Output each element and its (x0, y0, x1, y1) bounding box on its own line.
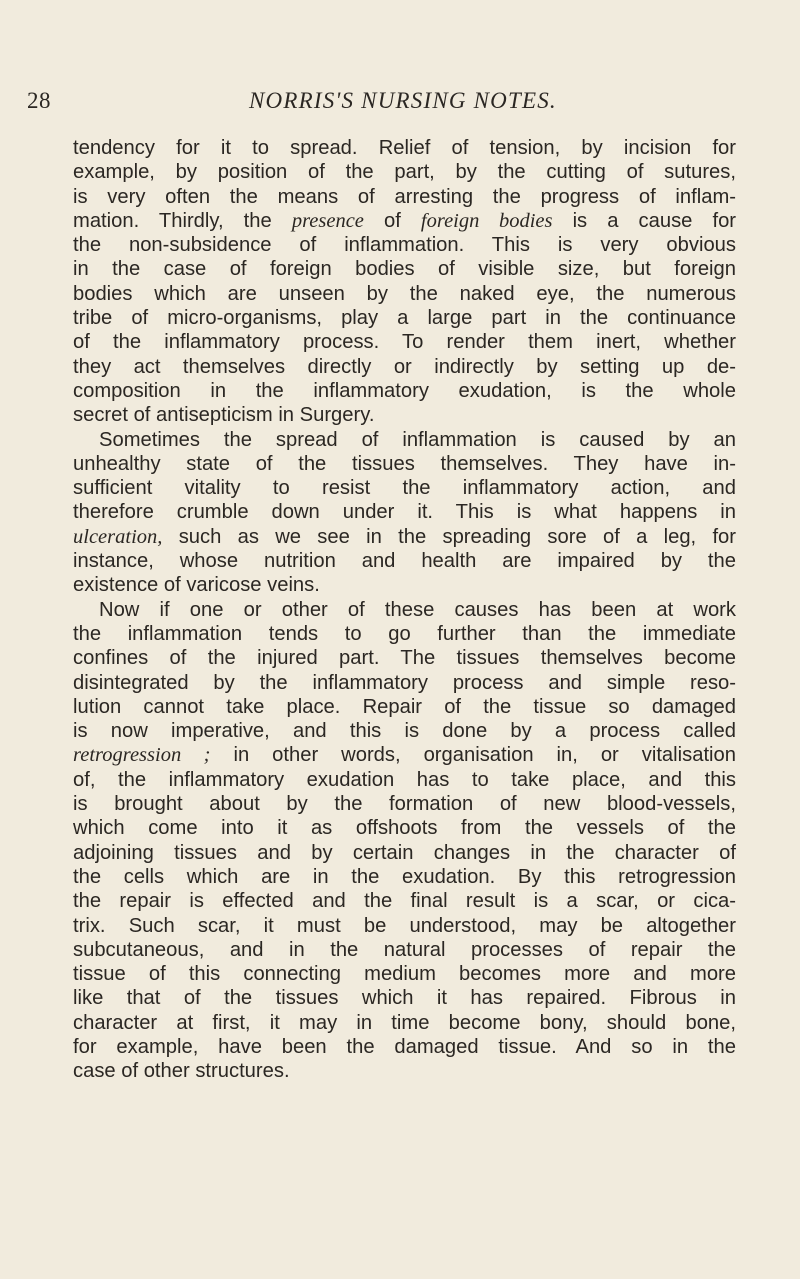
text-line: subcutaneous, and in the natural processes of repair the (73, 938, 736, 961)
text-run: is a cause for (572, 209, 737, 232)
text-line: Sometimes the spread of inflammation is caused by an (99, 428, 736, 451)
text-line: therefore crumble down under it. This is what happens in (73, 501, 736, 524)
paragraph-1 (73, 136, 736, 428)
text-line: Now if one or other of these causes has been at work (99, 598, 736, 621)
text-run: such as we see in the spreading sore of a leg, for (178, 525, 737, 548)
italic-term-foreign-bodies: foreign bodies (420, 209, 553, 232)
text-line: they act themselves directly or indirectly by setting up de- (73, 355, 736, 378)
text-line: bodies which are unseen by the naked eye, the numerous (73, 282, 736, 305)
text-line (73, 209, 736, 233)
text-line: example, by position of the part, by the cutting of sutures, (73, 161, 736, 184)
page-number: 28 (27, 88, 51, 113)
text-line: of the inflammatory process. To render them inert, whether (73, 331, 736, 354)
italic-term-presence: presence (291, 209, 364, 232)
text-line: adjoining tissues and by certain changes in the character of (73, 841, 736, 864)
text-line: trix. Such scar, it must be understood, may be altogether (73, 914, 736, 937)
text-line: is brought about by the formation of new blood-vessels, (73, 793, 736, 816)
text-line: which come into it as offshoots from the vessels of the (73, 817, 736, 840)
text-line: composition in the inflammatory exudation, is the whole (73, 379, 736, 402)
text-run: in other words, organisation in, or vitalisation (233, 744, 736, 767)
text-line: is very often the means of arresting the progress of inflam- (73, 185, 736, 208)
text-line: the inflammation tends to go further than the immediate (73, 622, 736, 645)
text-line: tendency for it to spread. Relief of tension, by incision for (73, 137, 736, 159)
paragraph-2 (73, 428, 736, 598)
text-run: of (383, 209, 401, 232)
text-line: for example, have been the damaged tissue. And so in the (73, 1035, 736, 1058)
text-line: tissue of this connecting medium becomes more and more (73, 963, 736, 986)
running-title: NORRIS'S NURSING NOTES. (249, 88, 557, 113)
text-line (73, 525, 736, 549)
text-line: confines of the injured part. The tissues themselves become (73, 647, 736, 670)
text-line: sufficient vitality to resist the inflammatory action, and (73, 477, 736, 500)
text-line: is now imperative, and this is done by a process called (73, 720, 736, 743)
text-line: of, the inflammatory exudation has to take place, and this (73, 768, 736, 791)
text-line: the cells which are in the exudation. By this retrogression (73, 865, 736, 888)
page-header (0, 88, 800, 118)
text-line: disintegrated by the inflammatory process and simple reso- (73, 671, 736, 694)
text-line (73, 743, 736, 767)
text-line: the repair is effected and the final result is a scar, or cica- (73, 890, 736, 913)
italic-term-ulceration: ulceration, (73, 525, 163, 548)
body-text (73, 136, 736, 1084)
text-line: case of other structures. (73, 1060, 290, 1083)
text-line: secret of antisepticism in Surgery. (73, 404, 375, 427)
text-line: in the case of foreign bodies of visible size, but foreign (73, 258, 736, 281)
italic-term-retrogression: retrogression ; (73, 744, 211, 767)
text-line: existence of varicose veins. (73, 574, 320, 597)
paragraph-3 (73, 598, 736, 1084)
text-line: tribe of micro-organisms, play a large part in the continuance (73, 307, 736, 330)
text-line: lution cannot take place. Repair of the tissue so damaged (73, 695, 736, 718)
text-line: instance, whose nutrition and health are impaired by the (73, 550, 736, 573)
text-line: character at first, it may in time become bony, should bone, (73, 1011, 736, 1034)
text-line: unhealthy state of the tissues themselves. They have in- (73, 452, 736, 475)
text-line: like that of the tissues which it has repaired. Fibrous in (73, 987, 736, 1010)
text-line: the non-subsidence of inflammation. This is very obvious (73, 234, 736, 257)
text-run: mation. Thirdly, the (73, 209, 272, 232)
